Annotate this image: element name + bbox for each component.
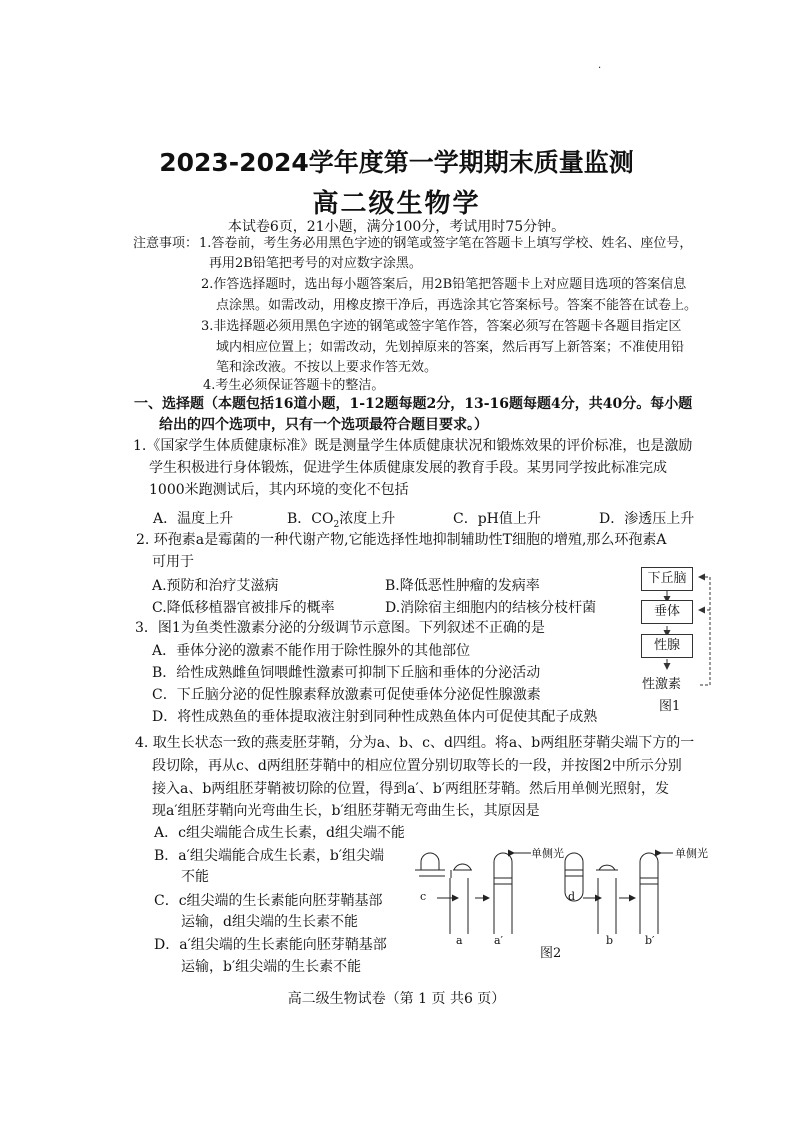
q1-line1: 1.《国家学生体质健康标准》既是测量学生体质健康状况和锻炼效果的评价标准，也是激励: [133, 438, 693, 454]
q4-option-a: A．c组尖端能合成生长素，d组尖端不能: [154, 825, 405, 841]
stray-dot: .: [598, 60, 602, 71]
exam-info: 本试卷6页，21小题，满分100分，考试用时75分钟。: [227, 219, 566, 235]
q4-option-c-line1: C．c组尖端的生长素能向胚芽鞘基部: [154, 893, 383, 909]
q1-line3: 1000米跑测试后，其内环境的变化不包括: [149, 482, 409, 498]
page-footer: 高二级生物试卷（第 1 页 共6 页）: [287, 991, 506, 1007]
q3-line1: 3．图1为鱼类性激素分泌的分级调节示意图。下列叙述不正确的是: [135, 620, 545, 636]
q1-option-c: C．pH值上升: [453, 511, 541, 527]
fig1-box-pituitary: 垂体: [641, 600, 693, 624]
q4-line2: 段切除，再从c、d两组胚芽鞘中的相应位置分别切取等长的一段，并按图2中所示分别: [152, 758, 682, 774]
note-4: 4.考生必须保证答题卡的整洁。: [203, 378, 385, 393]
note-1a: 1.答卷前，考生务必用黑色字迹的钢笔或签字笔在答题卡上填写学校、姓名、座位号，: [199, 236, 693, 251]
q1-option-a: A．温度上升: [153, 511, 234, 527]
q4-option-b-line1: B．a′组尖端能合成生长素，b′组尖端: [154, 848, 384, 864]
q3-option-d: D．将性成熟鱼的垂体提取液注射到同种性成熟鱼体内可促使其配子成熟: [152, 709, 598, 725]
q2-option-a: A.预防和治疗艾滋病: [152, 578, 279, 594]
fig1-box-hypothalamus: 下丘脑: [641, 567, 693, 591]
q2-line2: 可用于: [152, 554, 194, 570]
q3-option-b: B．给性成熟雌鱼饲喂雌性激素可抑制下丘脑和垂体的分泌活动: [152, 665, 541, 681]
fig2-label-c: c: [420, 890, 427, 903]
exam-subtitle: 高二级生物学: [312, 189, 481, 219]
q4-option-d-line1: D．a′组尖端的生长素能向胚芽鞘基部: [154, 937, 387, 953]
exam-title: 2023-2024学年度第一学期期末质量监测: [159, 148, 634, 177]
fig2-label-b-prime: b′: [645, 934, 655, 947]
q2-option-c: C.降低移植器官被排斥的概率: [152, 600, 335, 616]
fig2-label-a: a: [456, 934, 463, 947]
q4-line1: 4. 取生长状态一致的燕麦胚芽鞘，分为a、b、c、d四组。将a、b两组胚芽鞘尖端下方的一: [135, 735, 695, 751]
q1-option-b: B．$CO_2$浓度上升: [287, 511, 396, 530]
q2-option-d: D.消除宿主细胞内的结核分枝杆菌: [385, 600, 597, 616]
fig2-caption: 图2: [540, 946, 562, 961]
q3-option-a: A．垂体分泌的激素不能作用于除性腺外的其他部位: [152, 643, 471, 659]
notes-label: 注意事项：: [133, 236, 199, 251]
q4-line3: 接入a、b两组胚芽鞘被切除的位置，得到a′、b′两组胚芽鞘。然后用单侧光照射，发: [152, 781, 669, 797]
section1-line1: 一、选择题（本题包括16道小题，1-12题每题2分，13-16题每题4分，共40分。每小题: [134, 396, 693, 412]
q2-line1: 2. 环孢素a是霉菌的一种代谢产物,它能选择性地抑制辅助性T细胞的增殖,那么环孢素A: [136, 532, 667, 548]
note-3a: 3.非选择题必须用黑色字迹的钢笔或签字笔作答，答案必须写在答题卡各题目指定区: [201, 319, 682, 334]
q4-line4: 现a′组胚芽鞘向光弯曲生长，b′组胚芽鞘无弯曲生长，其原因是: [152, 803, 540, 819]
note-2b: 点涂黑。如需改动，用橡皮擦干净后，再选涂其它答案标号。答案不能答在试卷上。: [216, 298, 698, 313]
q4-option-d-line2: 运输，b′组尖端的生长素不能: [181, 959, 362, 975]
q3-option-c: C．下丘脑分泌的促性腺素释放激素可促使垂体分泌促性腺激素: [152, 687, 541, 703]
fig2-label-b: b: [606, 934, 614, 947]
note-3c: 笔和涂改液。不按以上要求作答无效。: [216, 360, 438, 375]
fig2-label-d: d: [568, 890, 576, 903]
q1-line2: 学生积极进行身体锻炼，促进学生体质健康发展的教育手段。某男同学按此标准完成: [149, 460, 667, 476]
q2-option-b: B.降低恶性肿瘤的发病率: [385, 578, 540, 594]
note-3b: 域内相应位置上；如需改动，先划掉原来的答案，然后再写上新答案；不准使用铅: [216, 340, 685, 355]
note-1b: 再用2B铅笔把考号的对应数字涂黑。: [209, 256, 422, 271]
fig2-light-label-1: 单侧光: [531, 847, 564, 860]
fig1-box-gonad: 性腺: [641, 634, 693, 658]
fig1-hormone-label: 性激素: [642, 677, 682, 692]
q1-option-d: D．渗透压上升: [599, 511, 695, 527]
q4-option-c-line2: 运输，d组尖端的生长素不能: [181, 914, 358, 930]
fig1-caption: 图1: [659, 699, 681, 714]
note-2a: 2.作答选择题时，选出每小题答案后，用2B铅笔把答题卡上对应题目选项的答案信息: [201, 277, 687, 292]
fig2-label-a-prime: a′: [494, 934, 504, 947]
fig2-light-label-2: 单侧光: [675, 847, 708, 860]
section1-line2: 给出的四个选项中，只有一个选项最符合题目要求。）: [159, 417, 488, 433]
q4-option-b-line2: 不能: [181, 869, 209, 885]
